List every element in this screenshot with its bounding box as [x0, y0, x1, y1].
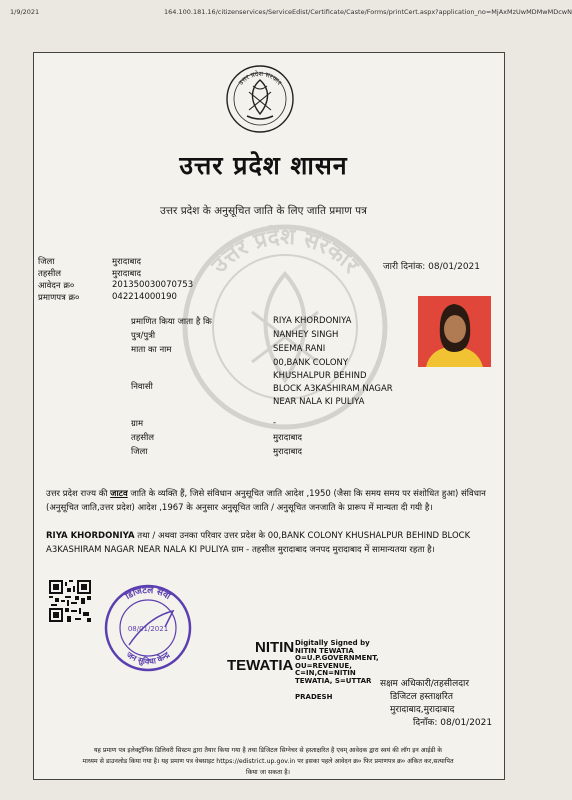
meta-label-certificate-no: प्रमाणपत्र क्र०: [38, 293, 80, 303]
up-emblem-seal: [225, 64, 295, 134]
statement-suffix: जाति के व्यक्ति हैं, जिसे संविधान अनुसूचित जाति आदेश ,1950 (जैसा कि समय समय पर संशोधित हुआ) संविधान (अनुसूचित जाति,उत्तर प्रदेश) आदेश ,1967 के अनुसार अनुसूचित जाति / अनुसूचित जनजाति के प्रारूप में मान्यता दी गयी है।: [46, 489, 486, 513]
address-line-3: BLOCK A3KASHIRAM NAGAR: [273, 384, 393, 394]
digital-seva-stamp: [103, 583, 193, 673]
print-url[interactable]: 164.100.181.16/citizenservices/ServiceEdist/Certificate/Caste/Forms/printCert.aspx?application_no=MjAxMzUwMDMwMDcwN: [164, 8, 572, 16]
digital-signed-label: डिजिटल हस्ताक्षरित: [390, 692, 453, 702]
watermark-text: उत्तर प्रदेश सरकार: [206, 224, 364, 279]
qr-code: [49, 580, 91, 622]
meta-value-certificate-no: 042214000190: [112, 292, 177, 302]
authority-title: सक्षम अधिकारी/तहसीलदार: [380, 679, 470, 689]
address-line-1: 00,BANK COLONY: [273, 358, 349, 368]
address-line-4: NEAR NALA KI PULIYA: [273, 397, 365, 407]
print-date: 1/9/2021: [10, 8, 40, 16]
residence-statement: [46, 529, 498, 557]
meta-label-application-no: आवेदन क्र०: [38, 281, 75, 291]
stamp-bottom-text: जन सुविधा केन्द्र: [124, 650, 172, 667]
caste-statement: [46, 487, 498, 515]
father-name: NANHEY SINGH: [273, 330, 339, 340]
village-value: -: [273, 418, 277, 428]
statement-prefix: उत्तर प्रदेश राज्य की: [46, 489, 111, 499]
district-label: जिला: [131, 447, 148, 457]
mother-label: माता का नाम: [131, 345, 172, 355]
applicant-photo: [418, 296, 491, 367]
applicant-name: RIYA KHORDONIYA: [273, 316, 352, 326]
meta-value-tehsil: मुरादाबाद: [112, 269, 142, 279]
meta-value-application-no: 201350030070753: [112, 280, 194, 290]
issue-date: जारी दिनांक: 08/01/2021: [383, 262, 480, 272]
tehsil-value: मुरादाबाद: [273, 433, 303, 443]
relation-label: पुत्र/पुत्री: [131, 331, 156, 341]
signer-name-line1: NITIN: [255, 639, 295, 656]
meta-label-tehsil: तहसील: [38, 269, 62, 279]
district-value: मुरादाबाद: [273, 447, 303, 457]
village-label: ग्राम: [131, 419, 144, 429]
signing-place: मुरादाबाद,मुरादाबाद: [390, 705, 455, 715]
certificate-subtitle: उत्तर प्रदेश के अनुसूचित जाति के लिए जाति प्रमाण पत्र: [160, 205, 367, 217]
stamp-top-text: डिजिटल सेवा: [124, 585, 172, 602]
caste-name: जाटव: [110, 489, 128, 499]
browser-print-header: [0, 0, 572, 18]
stamp-date: 08/01/2021: [127, 625, 169, 633]
svg-text:जन सुविधा केन्द्र: [124, 650, 172, 667]
address-line-2: KHUSHALPUR BEHIND: [273, 371, 367, 381]
svg-text:उत्तर प्रदेश सरकार: [206, 223, 364, 279]
certify-label: प्रमाणित किया जाता है कि: [131, 317, 212, 327]
meta-value-district: मुरादाबाद: [112, 257, 142, 267]
signer-name-line2: TEWATIA: [227, 657, 294, 674]
page-title: उत्तर प्रदेश शासन: [179, 151, 348, 180]
verification-footer: यह प्रमाण पत्र इलेक्ट्रॉनिक डिलिवरी सिस्टम द्वारा तैयार किया गया है तथा डिजिटल सिग्नेचर से हस्ताक्षरित है एवम् आवेदक द्वारा स्वयं की लॉग इन आईडी के माध्यम से डाउनलोड किया गया है। यह प्रमाण पत्र वेबसाइट https://edistrict.up.gov.in पर इसका पहले आवेदन क्र० फिर प्रमाणपत्र क्र० अंकित कर,सत्यापित किया जा सकता है।: [82, 747, 454, 776]
residence-text: तथा / अथवा उनका परिवार उत्तर प्रदेश के 00,BANK COLONY KHUSHALPUR BEHIND BLOCK A3KASHIRAM NAGAR NEAR NALA KI PULIYA ग्राम - तहसील मुरादाबाद जनपद मुरादाबाद में सामान्यतया रहता है।: [46, 531, 471, 555]
residence-name: RIYA KHORDONIYA: [46, 531, 135, 541]
emblem-text: उत्तर प्रदेश सरकार: [236, 69, 284, 87]
resident-label: निवासी: [131, 382, 153, 392]
tehsil-label: तहसील: [131, 433, 155, 443]
digital-signature-details: Digitally Signed by NITIN TEWATIA O=U.P.GOVERNMENT, OU=REVENUE, C=IN,CN=NITIN TEWATIA, S=UTTAR PRADESH: [295, 639, 379, 701]
signing-date: दिनाँक: 08/01/2021: [413, 718, 493, 728]
mother-name: SEEMA RANI: [273, 344, 326, 354]
meta-label-district: जिला: [38, 257, 55, 267]
